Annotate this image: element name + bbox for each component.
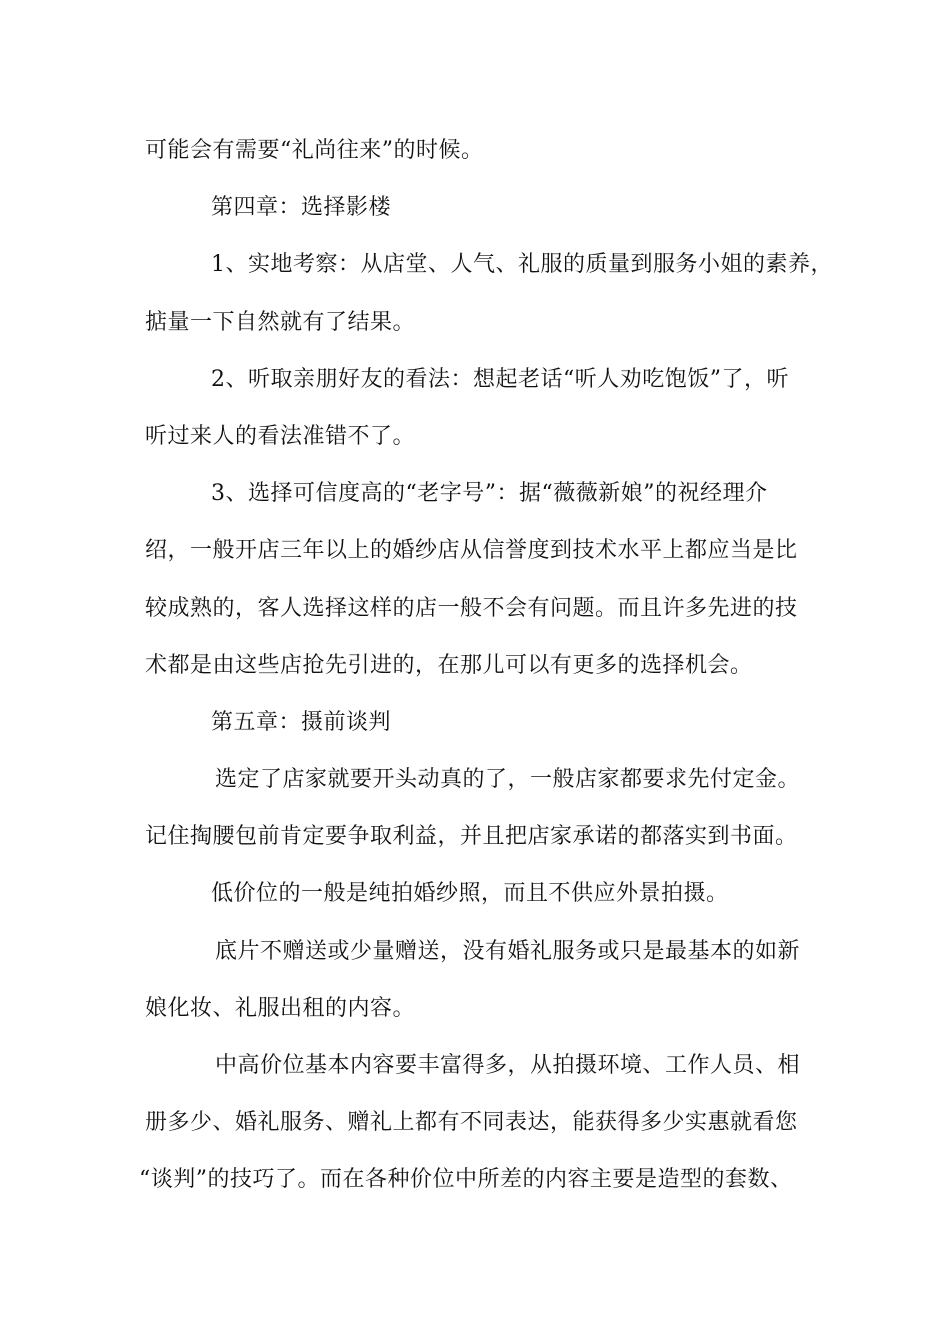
chapter-heading: 第四章：选择影楼: [211, 195, 392, 221]
text-line: 可能会有需要“礼尚往来”的时候。: [145, 138, 484, 163]
chapter-heading: 第五章：摄前谈判: [211, 709, 392, 735]
text-line: 娘化妆、礼服出租的内容。: [145, 995, 416, 1021]
text-line: “谈判”的技巧了。而在各种价位中所差的内容主要是造型的套数、: [139, 1167, 793, 1193]
text-line: 中高价位基本内容要丰富得多，从拍摄环境、工作人员、相: [215, 1053, 801, 1078]
text-line: 绍，一般开店三年以上的婚纱店从信誉度到技术水平上都应当是比: [145, 538, 798, 564]
text-line: 听过来人的看法准错不了。: [145, 423, 416, 449]
text-line: 册多少、婚礼服务、赠礼上都有不同表达，能获得多少实惠就看您: [145, 1110, 798, 1136]
text-line: 记住掏腰包前肯定要争取利益，并且把店家承诺的都落实到书面。: [145, 824, 798, 850]
text-line: 1、实地考察：从店堂、人气、礼服的质量到服务小姐的素养，: [211, 252, 833, 278]
text-line: 底片不赠送或少量赠送，没有婚礼服务或只是最基本的如新: [215, 938, 801, 964]
document-body: [139, 131, 833, 1218]
text-line: 掂量一下自然就有了结果。: [145, 309, 416, 335]
text-line: 术都是由这些店抢先引进的，在那儿可以有更多的选择机会。: [145, 652, 753, 678]
text-line: 低价位的一般是纯拍婚纱照，而且不供应外景拍摄。: [211, 881, 729, 907]
text-line: 较成熟的，客人选择这样的店一般不会有问题。而且许多先进的技: [145, 595, 798, 621]
text-line: 2、听取亲朋好友的看法：想起老话“听人劝吃饱饭”了，听: [211, 366, 789, 392]
text-line: 3、选择可信度高的“老字号”：据“薇薇新娘”的祝经理介: [211, 481, 768, 507]
text-line: 选定了店家就要开头动真的了，一般店家都要求先付定金。: [215, 767, 801, 793]
